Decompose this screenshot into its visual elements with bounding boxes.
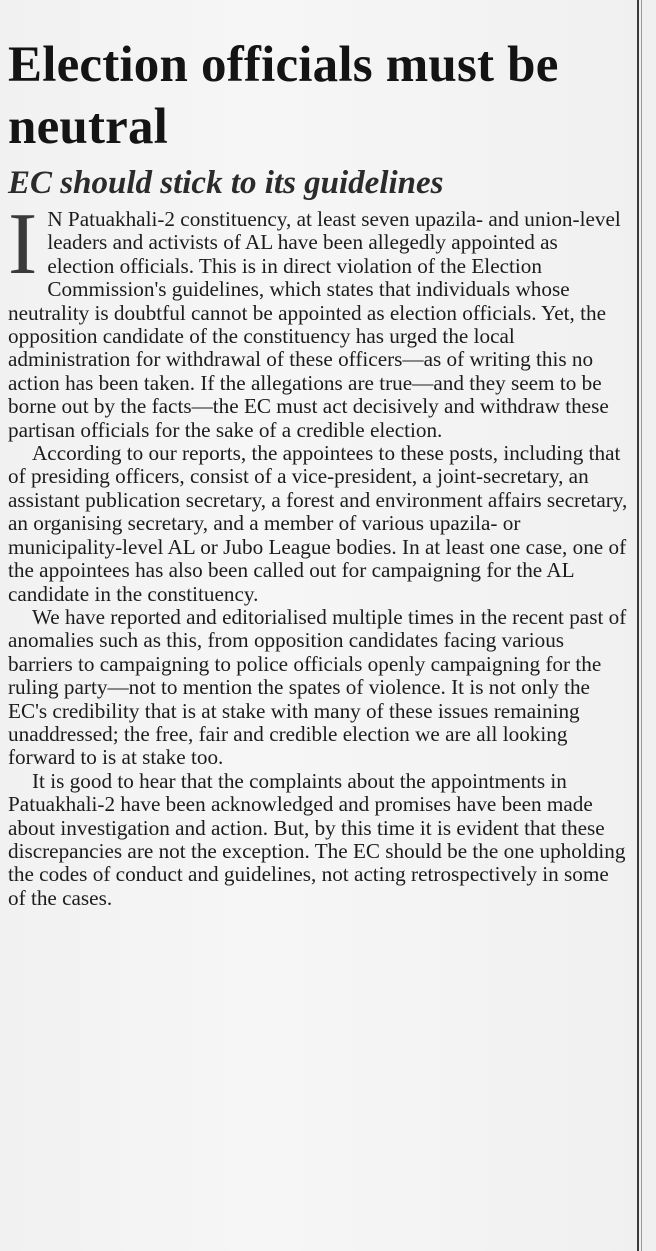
column-rule	[637, 0, 639, 1251]
paragraph-4: It is good to hear that the complaints about the appointments in Patuakhali-2 have been acknowledged and promises have been made about investigation and action. But, by this time it is evident that these discrepancies are not the exception. The EC should be the one upholding the codes of conduct and guidelines, not acting retrospectively in some of the cases.	[8, 768, 626, 910]
paragraph-2: According to our reports, the appointees to these posts, including that of presiding officers, consist of a vice-president, a joint-secretary, an assistant publication secretary, a forest and environment affairs secretary, an organising secretary, and a member of various upazila- or municipality-level AL or Jubo League bodies. In at least one case, one of the appointees has also been called out for campaigning for the AL candidate in the constituency.	[8, 441, 628, 606]
column-rule-shadow	[641, 0, 642, 1251]
subheadline: EC should stick to its guidelines	[8, 165, 444, 201]
headline: Election officials must be neutral	[8, 37, 559, 155]
drop-cap: I	[8, 196, 38, 293]
paragraph-1	[8, 196, 628, 442]
editorial-article	[8, 34, 628, 910]
paragraph-1-text: N Patuakhali-2 constituency, at least seven upazila- and union-level leaders and activists of AL have been allegedly appointed as election officials. This is in direct violation of the Election Commission's guidelines, which states that individuals whose neutrality is doubtful cannot be appointed as election officials. Yet, the opposition candidate of the constituency has urged the local administration for withdrawal of these officers—as of writing this no action has been taken. If the allegations are true—and they seem to be borne out by the facts—the EC must act decisively and withdraw these partisan officials for the sake of a credible election.	[8, 207, 621, 442]
article-body	[8, 196, 628, 910]
paragraph-3: We have reported and editorialised multiple times in the recent past of anomalies such as this, from opposition candidates facing various barriers to campaigning to police officials openly campaigning for the ruling party—not to mention the spates of violence. It is not only the EC's credibility that is at stake with many of these issues remaining unaddressed; the free, fair and credible election we are all looking forward to is at stake too.	[8, 604, 627, 770]
